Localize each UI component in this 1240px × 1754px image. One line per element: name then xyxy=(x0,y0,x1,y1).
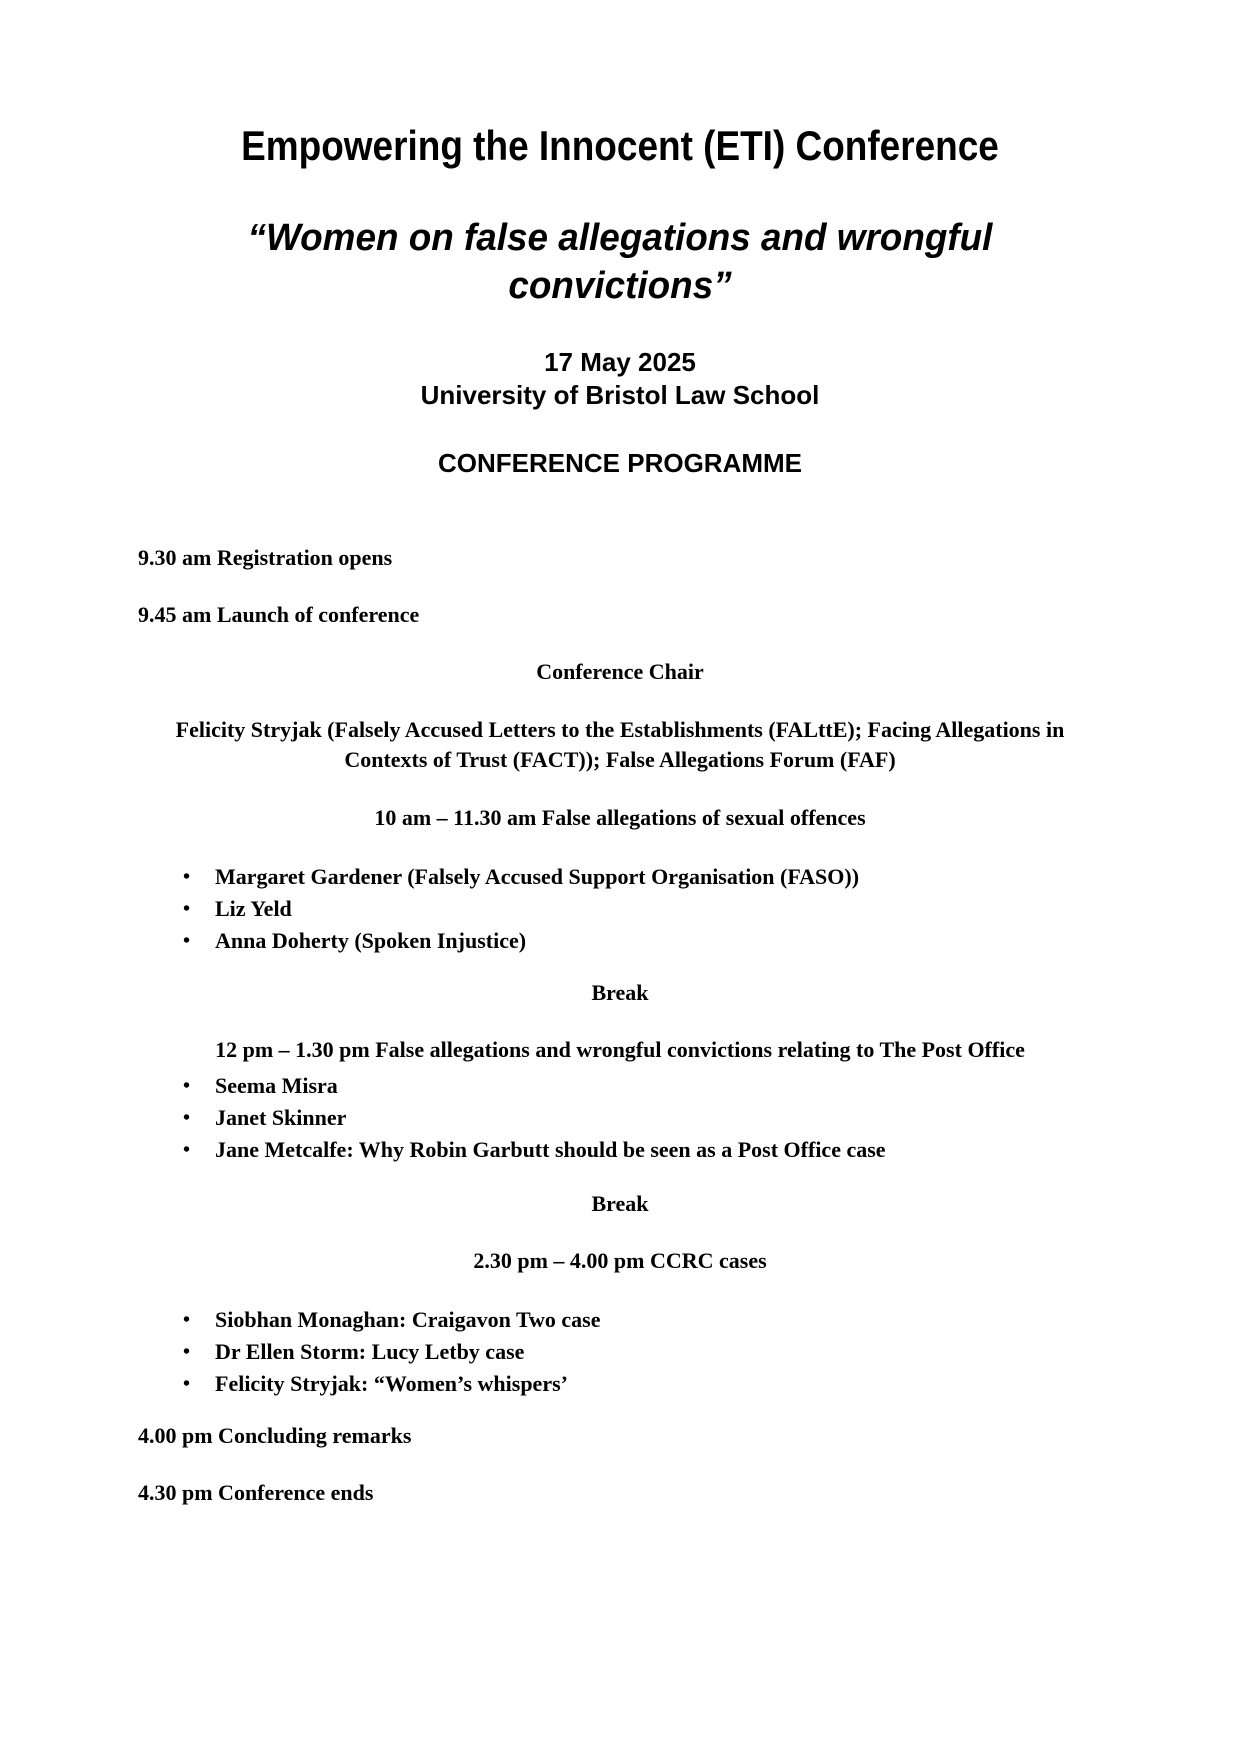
speaker-item xyxy=(183,1102,1102,1134)
speaker-item xyxy=(183,893,1102,925)
bullet-icon: • xyxy=(183,866,191,888)
session3-heading: 2.30 pm – 4.00 pm CCRC cases xyxy=(473,1248,767,1273)
bullet-icon: • xyxy=(183,898,191,920)
speaker-name: Seema Misra xyxy=(215,1073,338,1098)
bullet-icon: • xyxy=(183,1341,191,1363)
session1-speaker-list xyxy=(138,861,1102,957)
session2-heading: 12 pm – 1.30 pm False allegations and wrongful convictions relating to The Post Office xyxy=(215,1037,1025,1062)
bullet-icon: • xyxy=(183,1309,191,1331)
speaker-item xyxy=(183,1336,1102,1368)
conference-venue: University of Bristol Law School xyxy=(420,380,820,410)
concluding-line: 4.00 pm Concluding remarks xyxy=(138,1423,412,1448)
conference-subtitle: “Women on false allegations and wrongful convictions” xyxy=(247,217,993,307)
break-2: Break xyxy=(591,1191,649,1216)
registration-line: 9.30 am Registration opens xyxy=(138,545,393,570)
speaker-item xyxy=(183,861,1102,893)
speaker-name: Liz Yeld xyxy=(215,896,292,921)
speaker-name: Felicity Stryjak: “Women’s whispers’ xyxy=(215,1371,568,1396)
chair-description: Felicity Stryjak (Falsely Accused Letters to the Establishments (FALttE); Facing Allegations in Contexts of Trust (FACT)); False Allegations Forum (FAF) xyxy=(175,717,1065,772)
speaker-name: Anna Doherty (Spoken Injustice) xyxy=(215,928,527,953)
session3-speaker-list xyxy=(138,1304,1102,1400)
bullet-icon: • xyxy=(183,1373,191,1395)
speaker-item xyxy=(183,1368,1102,1400)
conference-title: Empowering the Innocent (ETI) Conference xyxy=(241,122,999,169)
speaker-name: Dr Ellen Storm: Lucy Letby case xyxy=(215,1339,525,1364)
speaker-item xyxy=(183,1134,1102,1166)
break-1: Break xyxy=(591,980,649,1005)
launch-line: 9.45 am Launch of conference xyxy=(138,602,420,627)
bullet-icon: • xyxy=(183,930,191,952)
speaker-item xyxy=(183,925,1102,957)
session2-speaker-list xyxy=(138,1070,1102,1166)
bullet-icon: • xyxy=(183,1075,191,1097)
speaker-name: Jane Metcalfe: Why Robin Garbutt should be seen as a Post Office case xyxy=(215,1137,886,1162)
ends-line: 4.30 pm Conference ends xyxy=(138,1480,374,1505)
speaker-item xyxy=(183,1070,1102,1102)
programme-heading: CONFERENCE PROGRAMME xyxy=(437,448,802,478)
speaker-name: Margaret Gardener (Falsely Accused Support Organisation (FASO)) xyxy=(215,864,860,889)
speaker-name: Siobhan Monaghan: Craigavon Two case xyxy=(215,1307,601,1332)
session1-heading: 10 am – 11.30 am False allegations of sexual offences xyxy=(374,805,866,830)
bullet-icon: • xyxy=(183,1107,191,1129)
speaker-item xyxy=(183,1304,1102,1336)
conference-date: 17 May 2025 xyxy=(544,347,696,377)
speaker-name: Janet Skinner xyxy=(215,1105,347,1130)
bullet-icon: • xyxy=(183,1139,191,1161)
chair-heading: Conference Chair xyxy=(536,659,704,684)
